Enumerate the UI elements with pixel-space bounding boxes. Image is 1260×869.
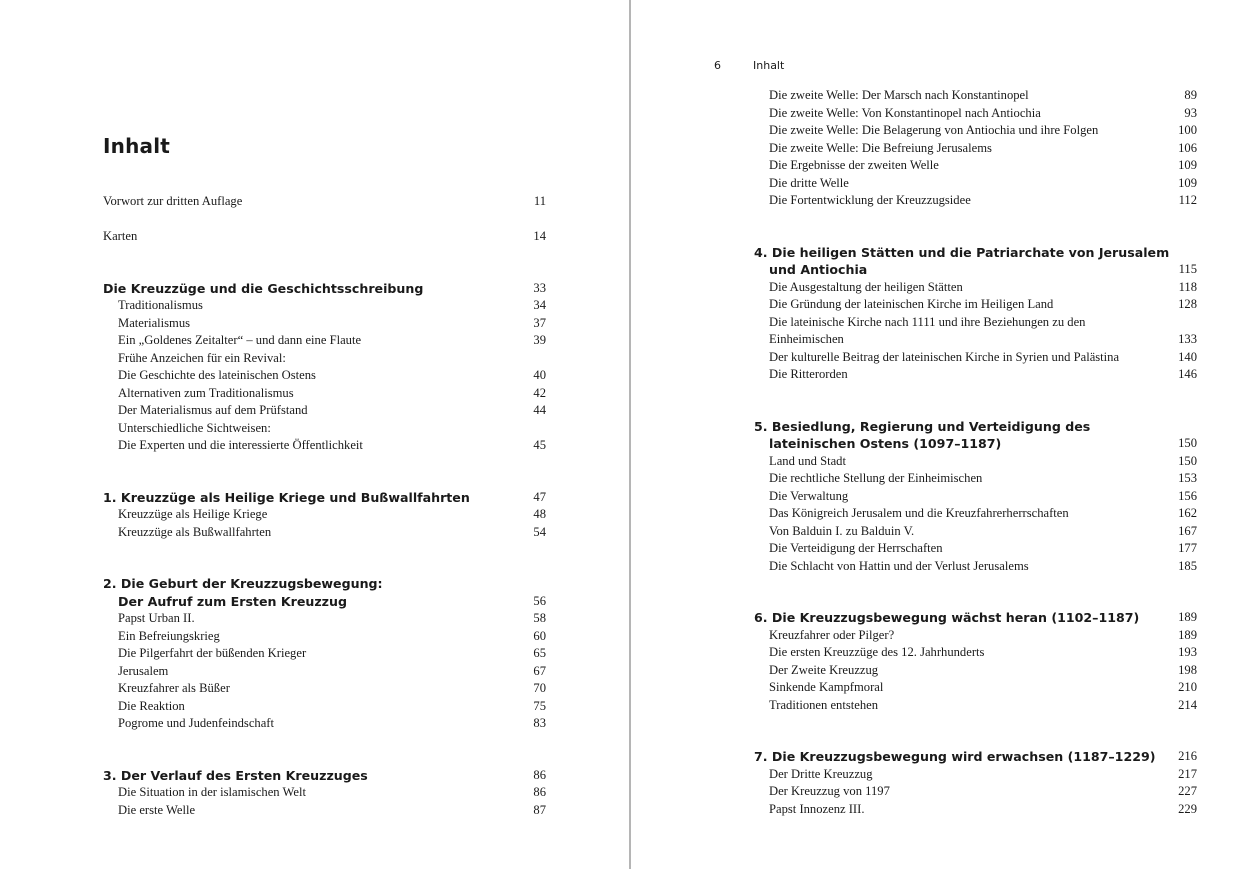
toc-entry [754,140,1197,158]
section-heading-page: 150 [1178,436,1197,450]
toc-entry-label: Kreuzfahrer als Büßer [118,681,230,695]
toc-entry [754,540,1197,558]
toc-entry [754,192,1197,210]
toc-entry-label: Die Geschichte des lateinischen Ostens [118,368,316,382]
toc-entry-label: Kreuzzüge als Heilige Kriege [118,507,268,521]
toc-entry [103,193,546,211]
toc-section [754,244,1197,384]
toc-entry [754,296,1197,314]
toc-entry-page: 193 [1178,645,1197,659]
toc-entry-page: 48 [533,507,546,521]
page-gutter [629,0,631,869]
section-heading-page: 86 [533,767,546,782]
toc-entry-label: Die Schlacht von Hattin und der Verlust Jerusalems [769,558,1029,573]
section-heading-text: 2. Die Geburt der Kreuzzugsbewegung: [103,576,383,591]
toc-entry-label: Der Zweite Kreuzzug [769,662,879,677]
toc-right [754,87,1197,818]
toc-entry-label: Die zweite Welle: Von Konstantinopel nach Antiochia [769,105,1041,120]
section-heading-text: 3. Der Verlauf des Ersten Kreuzzuges [103,767,368,783]
toc-entry-page: 106 [1178,140,1197,155]
toc-entry-label: Alternativen zum Traditionalismus [118,385,294,400]
toc-entry-label: Traditionalismus [118,298,203,312]
section-heading-text: und Antiochia [769,262,868,277]
section-heading-text: lateinischen Ostens (1097–1187) [769,436,1002,451]
toc-entry [754,662,1197,680]
toc-entry-label: Jerusalem [118,663,169,678]
toc-entry [754,279,1197,297]
toc-entry-page: 60 [533,628,546,643]
toc-entry [754,783,1197,801]
toc-entry [103,680,546,698]
toc-entry-label: Die Reaktion [118,698,185,713]
toc-entry [754,766,1197,784]
section-heading-text: 6. Die Kreuzzugsbewegung wächst heran (1102–1187) [754,610,1140,625]
toc-entry [754,157,1197,175]
toc-entry-label: Land und Stadt [769,453,846,468]
toc-entry-label: Unterschiedliche Sichtweisen: [118,420,271,435]
toc-entry-page: 75 [533,698,546,713]
toc-entry [754,122,1197,140]
toc-entry [754,644,1197,662]
toc-entry-page: 150 [1178,453,1197,468]
toc-entry [754,558,1197,576]
section-heading-text: Die Kreuzzüge und die Geschichtsschreibung [103,280,424,296]
toc-entry-label: Frühe Anzeichen für ein Revival: [118,350,286,365]
toc-entry-page: 58 [533,611,546,625]
toc-section [103,767,546,820]
toc-entry-label: Papst Innozenz III. [769,801,865,816]
toc-entry [754,679,1197,697]
toc-entry-page: 185 [1178,558,1197,573]
toc-entry [103,437,546,455]
toc-entry-page: 93 [1184,105,1197,120]
toc-entry-page: 83 [533,716,546,730]
toc-entry [103,420,546,438]
toc-entry [754,697,1197,715]
page-number: 6 [714,59,721,72]
toc-entry-label: Die Verwaltung [769,488,849,503]
section-heading-page: 56 [533,593,546,608]
section-heading [103,593,546,611]
section-heading [103,280,546,298]
toc-entry-label: Karten [103,229,138,243]
section-heading [103,489,546,507]
toc-entry-page: 133 [1178,332,1197,346]
toc-entry-page: 109 [1178,158,1197,172]
section-heading-page: 189 [1178,610,1197,624]
toc-entry-label: Sinkende Kampfmoral [769,680,884,694]
toc-entry-label: Die Ausgestaltung der heiligen Stätten [769,279,963,294]
toc-entry [754,470,1197,488]
toc-entry-page: 227 [1178,784,1197,798]
toc-entry [103,698,546,716]
section-heading [103,767,546,785]
toc-entry-label: Der Dritte Kreuzzug [769,766,873,781]
toc-entry-page: 39 [533,333,546,347]
toc-entry-page: 87 [533,802,546,817]
toc-entry-label: Vorwort zur dritten Auflage [103,194,243,208]
toc-entry [754,105,1197,123]
toc-entry-page: 118 [1178,279,1197,294]
toc-entry-label: Papst Urban II. [118,611,195,625]
toc-entry-label: Von Balduin I. zu Balduin V. [769,523,915,538]
toc-entry [754,87,1197,105]
toc-entry-page: 44 [533,403,546,417]
right-page [632,0,1260,869]
toc-entry-label: Die Ritterorden [769,367,848,381]
toc-entry-page: 40 [533,368,546,382]
section-heading-text: Der Aufruf zum Ersten Kreuzzug [118,593,347,609]
toc-section [754,418,1197,576]
toc-entry-label: Die ersten Kreuzzüge des 12. Jahrhunderts [769,645,985,659]
toc-entry-page: 37 [533,315,546,330]
toc-section [103,280,546,455]
toc-entry-page: 86 [533,785,546,799]
section-heading [754,748,1197,766]
toc-entry [754,453,1197,471]
toc-entry-label: Der Materialismus auf dem Prüfstand [118,403,308,417]
toc-section [754,748,1197,818]
section-heading-page: 216 [1178,749,1197,763]
toc-entry-page: 109 [1178,175,1197,190]
toc-entry-label: Ein Befreiungskrieg [118,628,220,643]
toc-entry-page: 42 [533,385,546,400]
toc-entry-page: 146 [1178,367,1197,381]
toc-entry-page: 167 [1178,523,1197,538]
toc-entry-label: Kreuzfahrer oder Pilger? [769,627,895,642]
toc-entry-page: 229 [1178,801,1197,816]
section-heading-page: 47 [533,489,546,504]
toc-entry [103,297,546,315]
section-heading [754,609,1197,627]
toc-entry [103,610,546,628]
page-title: Inhalt [103,134,171,158]
toc-entry-label: Die dritte Welle [769,175,849,190]
toc-entry-label: Das Königreich Jerusalem und die Kreuzfahrerherrschaften [769,506,1069,520]
toc-entry-label: Die Gründung der lateinischen Kirche im Heiligen Land [769,297,1054,311]
toc-entry-page: 156 [1178,488,1197,503]
toc-entry [754,801,1197,819]
toc-entry [754,505,1197,523]
toc-entry-label: Die Verteidigung der Herrschaften [769,541,943,555]
toc-entry-page: 198 [1178,662,1197,677]
toc-entry-page: 140 [1178,349,1197,364]
toc-entry [103,506,546,524]
section-heading-text: 4. Die heiligen Stätten und die Patriarchate von Jerusalem [754,244,1170,260]
toc-entry-page: 70 [533,681,546,695]
toc-entry-page: 112 [1178,193,1197,207]
section-heading [754,261,1197,279]
toc-entry-page: 34 [533,298,546,312]
toc-section [103,575,546,733]
toc-entry-label: Ein „Goldenes Zeitalter“ – und dann eine Flaute [118,333,362,347]
toc-entry-page: 14 [533,229,546,243]
toc-entry-label: Die zweite Welle: Der Marsch nach Konstantinopel [769,88,1029,102]
toc-left [103,193,546,819]
section-heading [103,575,546,593]
toc-entry-label: Die zweite Welle: Die Belagerung von Antiochia und ihre Folgen [769,123,1099,137]
toc-entry [103,663,546,681]
toc-entry-page: 214 [1178,697,1197,712]
toc-entry-label: Traditionen entstehen [769,697,879,712]
toc-entry-label: Der kulturelle Beitrag der lateinischen Kirche in Syrien und Palästina [769,349,1120,364]
section-heading-text: 5. Besiedlung, Regierung und Verteidigung des [754,418,1091,434]
toc-entry-label: Kreuzzüge als Bußwallfahrten [118,524,272,539]
toc-entry-page: 153 [1178,471,1197,485]
toc-entry [754,349,1197,367]
toc-entry-label: Die lateinische Kirche nach 1111 und ihre Beziehungen zu den [769,314,1086,329]
toc-entry-label: Die rechtliche Stellung der Einheimischen [769,471,983,485]
toc-entry-label: Die Fortentwicklung der Kreuzzugsidee [769,193,971,207]
toc-entry-page: 217 [1178,766,1197,781]
toc-entry [103,385,546,403]
toc-entry [754,366,1197,384]
toc-entry-page: 128 [1178,297,1197,311]
toc-entry [103,228,546,246]
toc-entry-page: 89 [1184,88,1197,102]
toc-entry-label: Pogrome und Judenfeindschaft [118,716,274,730]
toc-entry [754,523,1197,541]
toc-entry-label: Die zweite Welle: Die Befreiung Jerusalems [769,140,992,155]
section-heading [754,418,1197,436]
toc-section [103,489,546,542]
toc-entry-page: 11 [533,194,546,208]
section-heading-page: 33 [533,280,546,295]
toc-entry-label: Die Situation in der islamischen Welt [118,785,306,799]
toc-entry-page: 45 [533,438,546,452]
toc-entry-page: 210 [1178,680,1197,694]
toc-entry [103,715,546,733]
toc-entry-label: Der Kreuzzug von 1197 [769,784,890,798]
toc-entry [103,628,546,646]
section-heading [754,435,1197,453]
toc-entry-label: Materialismus [118,315,191,330]
toc-entry [754,175,1197,193]
toc-entry [754,331,1197,349]
running-head-label: Inhalt [753,59,785,72]
toc-entry [103,315,546,333]
toc-entry [754,314,1197,332]
toc-entry-label: Einheimischen [769,332,844,346]
toc-entry [103,350,546,368]
toc-entry [754,627,1197,645]
toc-entry-label: Die Experten und die interessierte Öffentlichkeit [118,438,363,452]
toc-entry-page: 177 [1178,541,1197,555]
toc-entry-page: 100 [1178,123,1197,137]
toc-entry-page: 65 [533,646,546,660]
toc-entry [103,367,546,385]
section-heading-page: 115 [1178,262,1197,276]
toc-entry [103,645,546,663]
section-heading-text: 1. Kreuzzüge als Heilige Kriege und Bußwallfahrten [103,489,470,505]
toc-entry [103,402,546,420]
toc-entry [103,802,546,820]
toc-entry-label: Die Ergebnisse der zweiten Welle [769,158,939,172]
toc-entry [103,332,546,350]
toc-entry-page: 162 [1178,506,1197,520]
toc-entry-label: Die erste Welle [118,802,196,817]
toc-entry-page: 54 [533,524,546,539]
toc-entry-page: 67 [533,663,546,678]
toc-entry-label: Die Pilgerfahrt der büßenden Krieger [118,646,307,660]
section-heading [754,244,1197,262]
toc-section-continued [754,87,1197,210]
section-heading-text: 7. Die Kreuzzugsbewegung wird erwachsen (1187–1229) [754,749,1156,764]
toc-section [754,609,1197,714]
toc-entry [754,488,1197,506]
toc-entry-page: 189 [1178,627,1197,642]
toc-entry [103,524,546,542]
toc-entry [103,784,546,802]
